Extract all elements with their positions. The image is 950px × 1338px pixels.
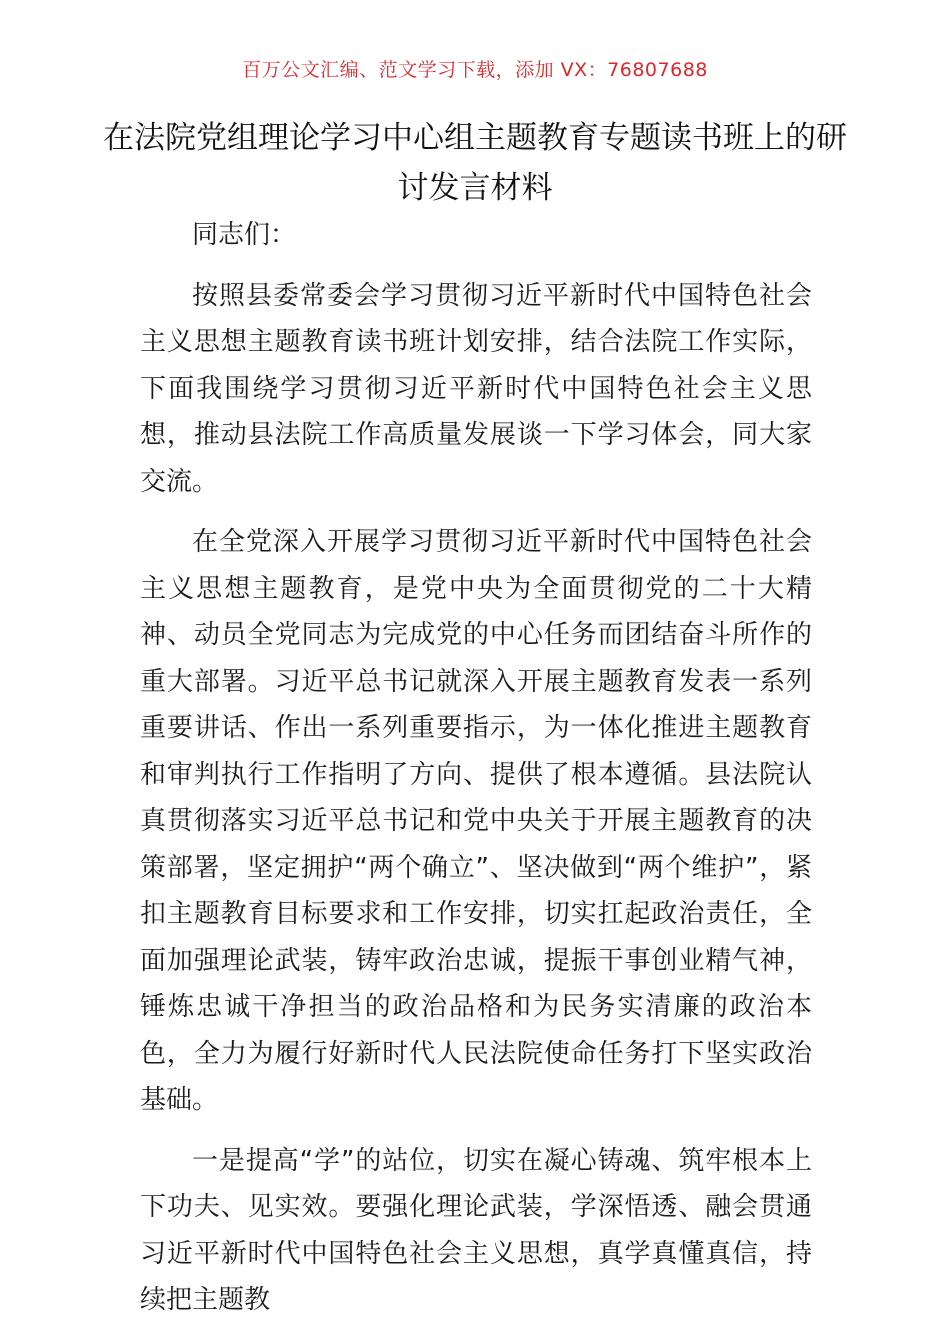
paragraph-1: 按照县委常委会学习贯彻习近平新时代中国特色社会主义思想主题教育读书班计划安排，结合法院工作实际，下面我围绕学习贯彻习近平新时代中国特色社会主义思想，推动县法院工作高质量发展谈一下学习体会，同大家交流。 [140, 280, 812, 497]
salutation: 同志们： [192, 220, 297, 250]
paragraph-3: 一是提高“学”的站位，切实在凝心铸魂、筑牢根本上下功夫、见实效。要强化理论武装，学深悟透、融会贯通习近平新时代中国特色社会主义思想，真学真懂真信，持续把主题教 [140, 1145, 812, 1315]
paragraph-2: 在全党深入开展学习贯彻习近平新时代中国特色社会主义思想主题教育，是党中央为全面贯彻党的二十大精神、动员全党同志为完成党的中心任务而团结奋斗所作的重大部署。习近平总书记就深入开展主题教育发表一系列重要讲话、作出一系列重要指示，为一体化推进主题教育和审判执行工作指明了方向、提供了根本遵循。县法院认真贯彻落实习近平总书记和党中央关于开展主题教育的决策部署，坚定拥护“两个确立”、坚决做到“两个维护”，紧扣主题教育目标要求和工作安排，切实扛起政治责任，全面加强理论武装，铸牢政治忠诚，提振干事创业精气神，锤炼忠诚干净担当的政治品格和为民务实清廉的政治本色，全力为履行好新时代人民法院使命任务打下坚实政治基础。 [140, 527, 812, 1115]
document-body [140, 212, 812, 1338]
document-title: 在法院党组理论学习中心组主题教育专题读书班上的研讨发言材料 [103, 120, 847, 206]
watermark-header: 百万公文汇编、范文学习下载，添加 VX：76807688 [242, 59, 708, 81]
